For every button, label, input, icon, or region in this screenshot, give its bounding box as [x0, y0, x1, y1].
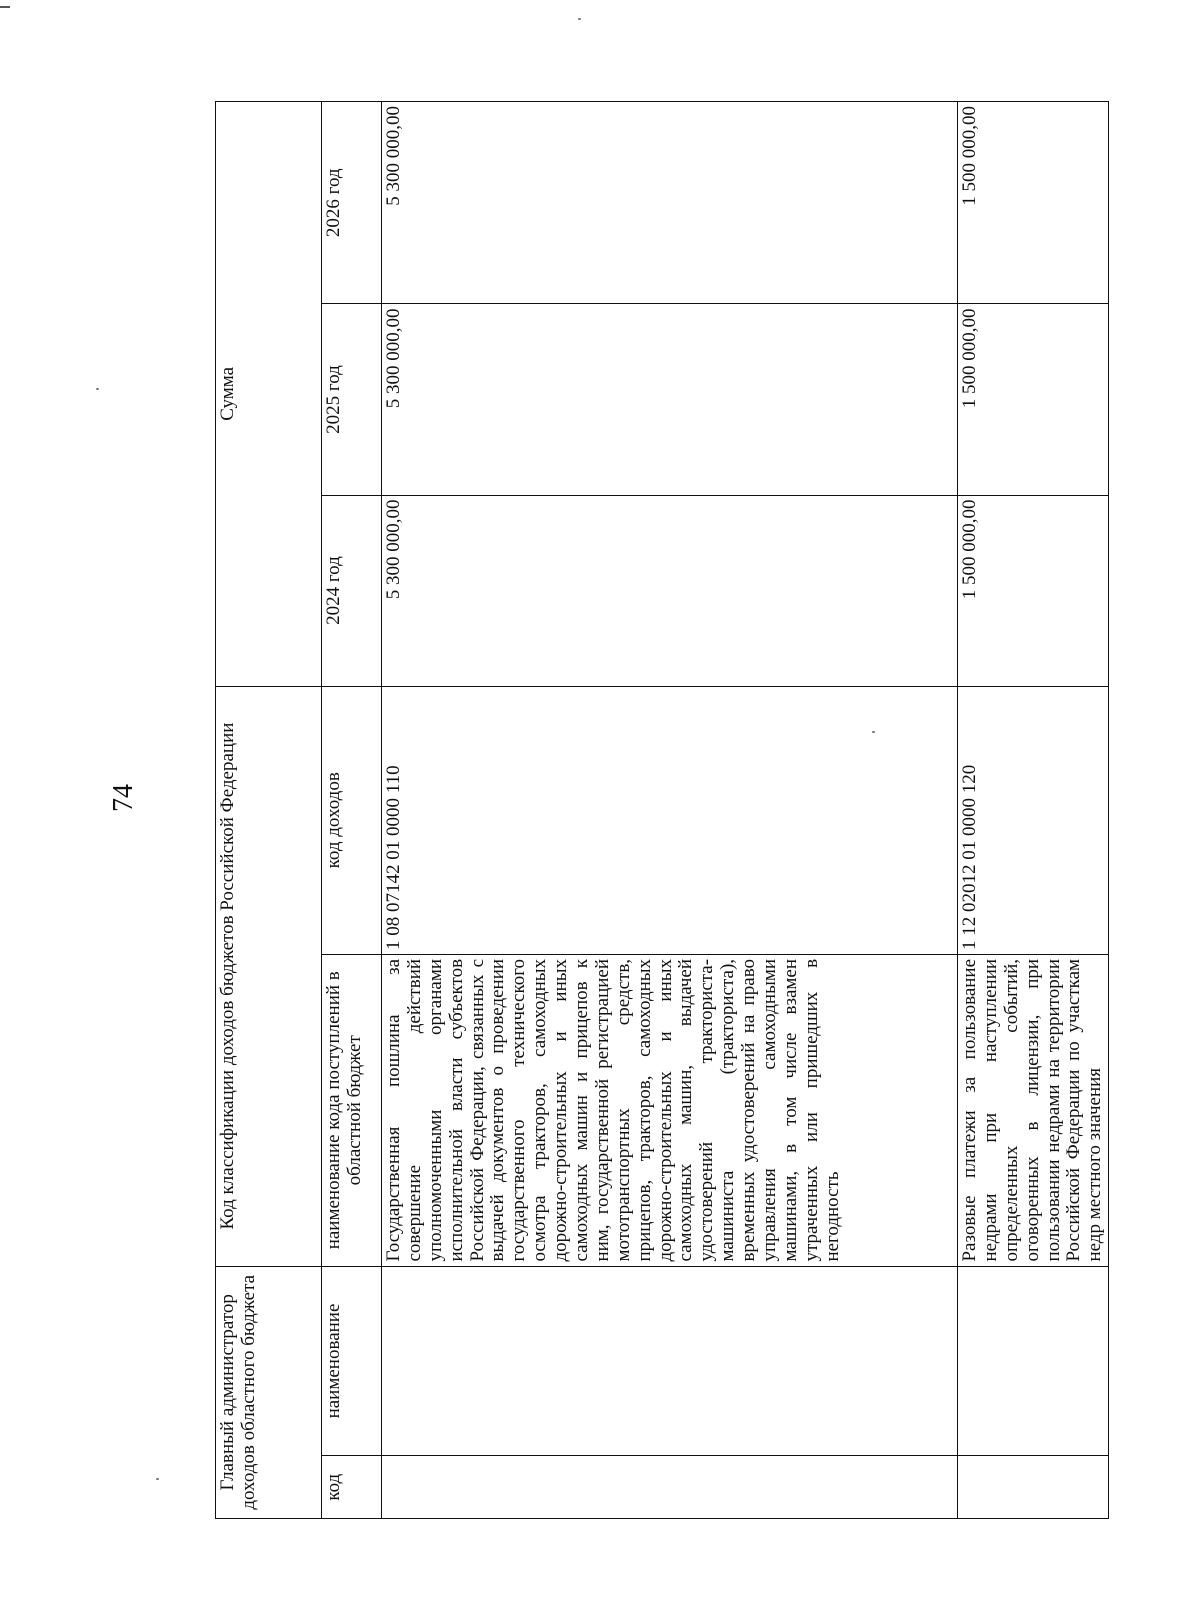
header-admin-group: Главный администратор доходов областного бюджета	[216, 1266, 322, 1518]
scan-speck	[96, 388, 99, 390]
row-income-code: 1 12 02012 01 0000 120	[958, 686, 1109, 954]
header-income-code: код доходов	[322, 686, 382, 954]
row-sum-2024: 5 300 000,00	[382, 495, 958, 686]
row-income-name: Государственная пошлина за совершение действий уполномоченными органами исполнительной власти субъектов Российской Федерации, связанных с выдачей документов о проведении государственного технического осмотра тракторов, самоходных дорожно-строительных и иных самоходных машин и прицепов к ним, государственной регистрацией мототранспортных средств, прицепов, тракторов, самоходных дорожно-строительных и иных самоходных машин, выдачей удостоверений тракториста-машиниста (тракториста), временных удостоверений на право управления самоходными машинами, в том числе взамен утраченных или пришедших в негодность	[382, 954, 958, 1266]
row-admin-name	[958, 1266, 1109, 1456]
header-year-2026: 2026 год	[322, 102, 382, 304]
row-income-name: Разовые платежи за пользование недрами при наступлении определенных событий, оговоренных в лицензии, при пользовании недрами на территории Российской Федерации по участкам недр местного значения	[958, 954, 1109, 1266]
header-year-2024: 2024 год	[322, 495, 382, 686]
header-code-group: Код классификации доходов бюджетов Российской Федерации	[216, 686, 322, 1266]
revenue-table	[215, 101, 1109, 1519]
row-admin-code	[958, 1456, 1109, 1519]
header-sum-group: Сумма	[216, 102, 322, 687]
row-admin-name	[382, 1266, 958, 1456]
header-year-2025: 2025 год	[322, 304, 382, 495]
header-admin-code: код	[322, 1456, 382, 1519]
table-row	[958, 102, 1109, 1519]
table-row	[382, 102, 958, 1519]
scan-speck	[156, 1478, 159, 1480]
rotated-table-container	[215, 101, 1106, 1519]
row-sum-2024: 1 500 000,00	[958, 495, 1109, 686]
row-sum-2026: 5 300 000,00	[382, 102, 958, 304]
row-sum-2025: 1 500 000,00	[958, 304, 1109, 495]
header-admin-name: наименование	[322, 1266, 382, 1456]
page-number: 74	[108, 784, 139, 812]
scan-corner-mark	[0, 6, 10, 8]
header-income-name: наименование кода поступлений в областной бюджет	[322, 954, 382, 1266]
row-sum-2025: 5 300 000,00	[382, 304, 958, 495]
row-income-code: 1 08 07142 01 0000 110	[382, 686, 958, 954]
row-sum-2026: 1 500 000,00	[958, 102, 1109, 304]
row-admin-code	[382, 1456, 958, 1519]
scan-speck	[578, 18, 581, 20]
